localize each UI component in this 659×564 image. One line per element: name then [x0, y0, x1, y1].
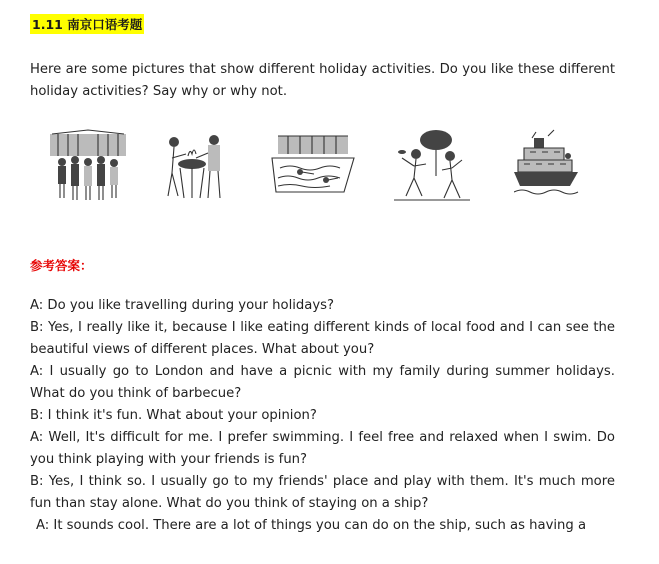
ship-icon	[514, 128, 580, 203]
dialogue-line: B: Yes, I think so. I usually go to my friends' place and play with them. It's much more fun than stay alone. What do you think of staying on a ship?	[30, 474, 615, 511]
dialogue-line: B: I think it's fun. What about your opinion?	[30, 408, 317, 423]
travelling-group-icon	[48, 128, 128, 203]
page-title: 1.11 南京口语考题	[30, 14, 144, 34]
dialogue-line: A: It sounds cool. There are a lot of things you can do on the ship, such as having a	[36, 518, 587, 533]
swimming-pool-icon	[270, 128, 356, 203]
playing-with-friends-icon	[394, 128, 470, 203]
activity-pictures	[48, 128, 608, 208]
question-text: Here are some pictures that show different holiday activities. Do you like these different holiday activities? Say why or why not.	[30, 62, 615, 99]
barbecue-icon	[156, 128, 232, 203]
dialogue-line: A: Well, It's difficult for me. I prefer swimming. I feel free and relaxed when I swim. Do you think playing with your friends is fun?	[30, 430, 615, 467]
dialogue	[30, 295, 615, 537]
dialogue-line: A: Do you like travelling during your holidays?	[30, 298, 335, 313]
dialogue-line: B: Yes, I really like it, because I like eating different kinds of local food and I can see the beautiful views of different places. What about you?	[30, 320, 615, 357]
dialogue-line: A: I usually go to London and have a picnic with my family during summer holidays. What do you think of barbecue?	[30, 364, 615, 401]
reference-answer-label: 参考答案：	[30, 258, 93, 273]
